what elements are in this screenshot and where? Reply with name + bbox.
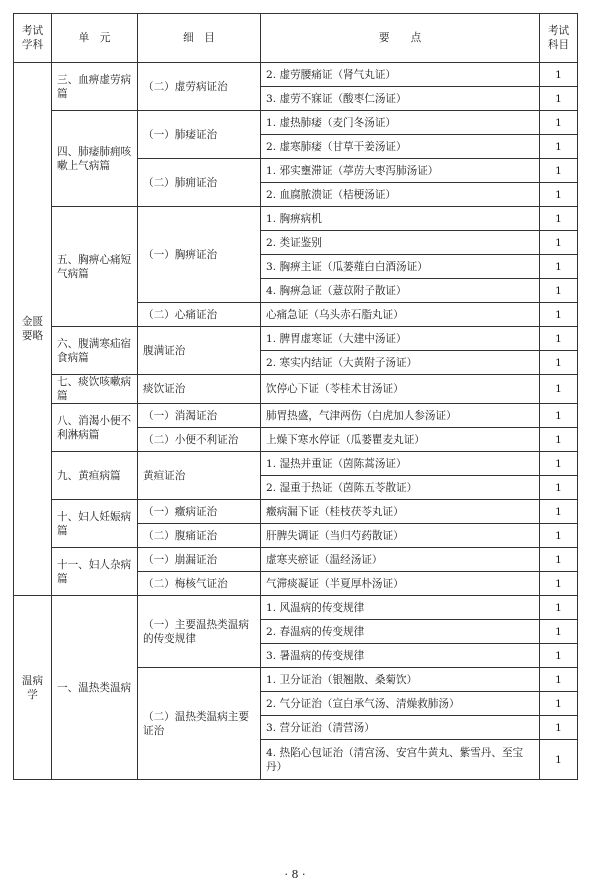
- score-cell: 1: [540, 255, 578, 279]
- score-cell: 1: [540, 404, 578, 428]
- score-cell: 1: [540, 740, 578, 780]
- score-cell: 1: [540, 135, 578, 159]
- score-cell: 1: [540, 375, 578, 404]
- header-item: 细 目: [138, 14, 261, 63]
- point-cell: 1. 胸痹病机: [261, 207, 540, 231]
- score-cell: 1: [540, 87, 578, 111]
- score-cell: 1: [540, 63, 578, 87]
- unit-cell: 六、腹满寒疝宿食病篇: [52, 327, 138, 375]
- score-cell: 1: [540, 351, 578, 375]
- point-cell: 上燥下寒水停证（瓜蒌瞿麦丸证）: [261, 428, 540, 452]
- point-cell: 3. 营分证治（清营汤）: [261, 716, 540, 740]
- unit-cell: 三、血痹虚劳病篇: [52, 63, 138, 111]
- point-cell: 1. 邪实壅滞证（葶苈大枣泻肺汤证）: [261, 159, 540, 183]
- score-cell: 1: [540, 207, 578, 231]
- unit-cell: 一、温热类温病: [52, 596, 138, 780]
- point-cell: 肝脾失调证（当归芍药散证）: [261, 524, 540, 548]
- point-cell: 2. 气分证治（宣白承气汤、清燥救肺汤）: [261, 692, 540, 716]
- point-cell: 2. 类证鉴别: [261, 231, 540, 255]
- point-cell: 1. 风温病的传变规律: [261, 596, 540, 620]
- header-unit: 单 元: [52, 14, 138, 63]
- point-cell: 2. 春温病的传变规律: [261, 620, 540, 644]
- unit-cell: 五、胸痹心痛短气病篇: [52, 207, 138, 327]
- item-cell: （二）腹痛证治: [138, 524, 261, 548]
- table-row: [14, 452, 578, 476]
- score-cell: 1: [540, 183, 578, 207]
- point-cell: 饮停心下证（苓桂术甘汤证）: [261, 375, 540, 404]
- point-cell: 2. 虚劳腰痛证（肾气丸证）: [261, 63, 540, 87]
- point-cell: 2. 虚寒肺痿（甘草干姜汤证）: [261, 135, 540, 159]
- item-cell: （一）胸痹证治: [138, 207, 261, 303]
- table-row: [14, 111, 578, 135]
- unit-cell: 四、肺痿肺痈咳嗽上气病篇: [52, 111, 138, 207]
- table-row: [14, 327, 578, 351]
- score-cell: 1: [540, 596, 578, 620]
- point-cell: 3. 胸痹主证（瓜蒌薤白白酒汤证）: [261, 255, 540, 279]
- item-cell: （二）梅核气证治: [138, 572, 261, 596]
- score-cell: 1: [540, 279, 578, 303]
- subject-cell: 温病学: [14, 596, 52, 780]
- item-cell: （一）癥病证治: [138, 500, 261, 524]
- syllabus-table: [13, 13, 578, 780]
- table-row: [14, 63, 578, 87]
- item-cell: 痰饮证治: [138, 375, 261, 404]
- point-cell: 2. 血腐脓溃证（桔梗汤证）: [261, 183, 540, 207]
- score-cell: 1: [540, 524, 578, 548]
- score-cell: 1: [540, 668, 578, 692]
- score-cell: 1: [540, 620, 578, 644]
- score-cell: 1: [540, 572, 578, 596]
- unit-cell: 八、消渴小便不利淋病篇: [52, 404, 138, 452]
- score-cell: 1: [540, 644, 578, 668]
- subject-cell: 金匮要略: [14, 63, 52, 596]
- point-cell: 1. 虚热肺痿（麦门冬汤证）: [261, 111, 540, 135]
- point-cell: 1. 湿热并重证（茵陈蒿汤证）: [261, 452, 540, 476]
- point-cell: 1. 脾胃虚寒证（大建中汤证）: [261, 327, 540, 351]
- table-body: [14, 63, 578, 780]
- header-score: 考试 科目: [540, 14, 578, 63]
- item-cell: （二）虚劳病证治: [138, 63, 261, 111]
- item-cell: 腹满证治: [138, 327, 261, 375]
- point-cell: 1. 卫分证治（银翘散、桑菊饮）: [261, 668, 540, 692]
- table-row: [14, 207, 578, 231]
- score-cell: 1: [540, 476, 578, 500]
- point-cell: 2. 湿重于热证（茵陈五苓散证）: [261, 476, 540, 500]
- unit-cell: 九、黄疸病篇: [52, 452, 138, 500]
- point-cell: 癥病漏下证（桂枝茯苓丸证）: [261, 500, 540, 524]
- unit-cell: 七、痰饮咳嗽病篇: [52, 375, 138, 404]
- point-cell: 3. 暑温病的传变规律: [261, 644, 540, 668]
- unit-cell: 十、妇人妊娠病篇: [52, 500, 138, 548]
- score-cell: 1: [540, 327, 578, 351]
- item-cell: 黄疸证治: [138, 452, 261, 500]
- point-cell: 3. 虚劳不寐证（酸枣仁汤证）: [261, 87, 540, 111]
- table-row: [14, 548, 578, 572]
- score-cell: 1: [540, 716, 578, 740]
- page-number: · 8 ·: [284, 868, 306, 881]
- item-cell: （二）心痛证治: [138, 303, 261, 327]
- score-cell: 1: [540, 548, 578, 572]
- item-cell: （一）消渴证治: [138, 404, 261, 428]
- item-cell: （一）崩漏证治: [138, 548, 261, 572]
- table-row: [14, 375, 578, 404]
- item-cell: （二）温热类温病主要证治: [138, 668, 261, 780]
- score-cell: 1: [540, 500, 578, 524]
- point-cell: 4. 热陷心包证治（清宫汤、安宫牛黄丸、紫雪丹、至宝丹）: [261, 740, 540, 780]
- table-row: [14, 404, 578, 428]
- item-cell: （二）小便不利证治: [138, 428, 261, 452]
- item-cell: （二）肺痈证治: [138, 159, 261, 207]
- score-cell: 1: [540, 111, 578, 135]
- point-cell: 心痛急证（乌头赤石脂丸证）: [261, 303, 540, 327]
- point-cell: 虚寒夹瘀证（温经汤证）: [261, 548, 540, 572]
- score-cell: 1: [540, 428, 578, 452]
- header-subject: 考试 学科: [14, 14, 52, 63]
- score-cell: 1: [540, 159, 578, 183]
- point-cell: 气滞痰凝证（半夏厚朴汤证）: [261, 572, 540, 596]
- item-cell: （一）主要温热类温病的传变规律: [138, 596, 261, 668]
- score-cell: 1: [540, 303, 578, 327]
- unit-cell: 十一、妇人杂病篇: [52, 548, 138, 596]
- header-points: 要 点: [261, 14, 540, 63]
- point-cell: 肺胃热盛，气津两伤（白虎加人参汤证）: [261, 404, 540, 428]
- score-cell: 1: [540, 692, 578, 716]
- item-cell: （一）肺痿证治: [138, 111, 261, 159]
- header-row: [14, 14, 578, 63]
- point-cell: 4. 胸痹急证（薏苡附子散证）: [261, 279, 540, 303]
- table-row: [14, 596, 578, 620]
- score-cell: 1: [540, 452, 578, 476]
- score-cell: 1: [540, 231, 578, 255]
- table-row: [14, 500, 578, 524]
- point-cell: 2. 寒实内结证（大黄附子汤证）: [261, 351, 540, 375]
